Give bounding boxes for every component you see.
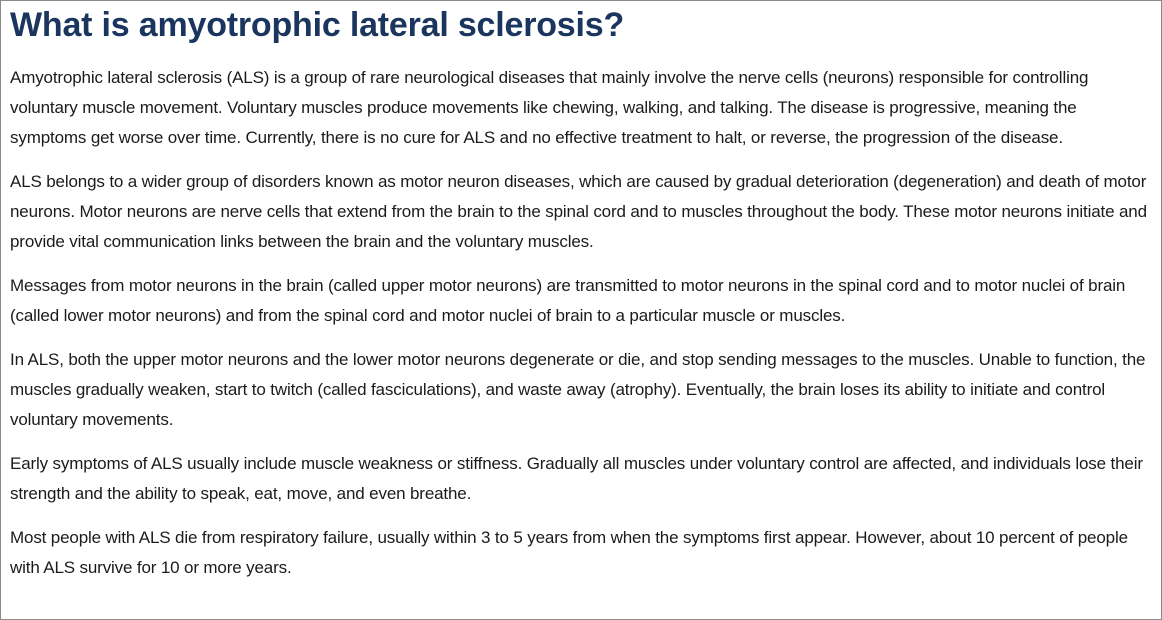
paragraph-prognosis: Most people with ALS die from respiratory failure, usually within 3 to 5 years from when the symptoms first appear. However, about 10 percent of people with ALS survive for 10 or more years. (10, 528, 1128, 577)
paragraph-upper-lower-neurons: Messages from motor neurons in the brain (called upper motor neurons) are transmitted to motor neurons in the spinal cord and to motor nuclei of brain (called lower motor neurons) and from the spinal cord and motor nuclei of brain to a particular muscle or muscles. (10, 276, 1126, 325)
paragraph-early-symptoms: Early symptoms of ALS usually include muscle weakness or stiffness. Gradually all muscles under voluntary control are affected, and individuals lose their strength and the ability to speak, eat, move, and even breathe. (10, 454, 1143, 503)
paragraph-als-definition: Amyotrophic lateral sclerosis (ALS) is a group of rare neurological diseases that mainly involve the nerve cells (neurons) responsible for controlling voluntary muscle movement. Voluntary muscles produce movements like chewing, walking, and talking. The disease is progressive, meaning the symptoms get worse over time. Currently, there is no cure for ALS and no effective treatment to halt, or reverse, the progression of the disease. (10, 68, 1089, 147)
paragraph-degeneration: In ALS, both the upper motor neurons and the lower motor neurons degenerate or die, and stop sending messages to the muscles. Unable to function, the muscles gradually weaken, start to twitch (called fasciculations), and waste away (atrophy). Eventually, the brain loses its ability to initiate and control voluntary movements. (10, 350, 1146, 429)
article-title: What is amyotrophic lateral sclerosis? (10, 6, 625, 44)
paragraph-motor-neuron-diseases: ALS belongs to a wider group of disorders known as motor neuron diseases, which are caused by gradual deterioration (degeneration) and death of motor neurons. Motor neurons are nerve cells that extend from the brain to the spinal cord and to muscles throughout the body. These motor neurons initiate and provide vital communication links between the brain and the voluntary muscles. (10, 172, 1147, 251)
